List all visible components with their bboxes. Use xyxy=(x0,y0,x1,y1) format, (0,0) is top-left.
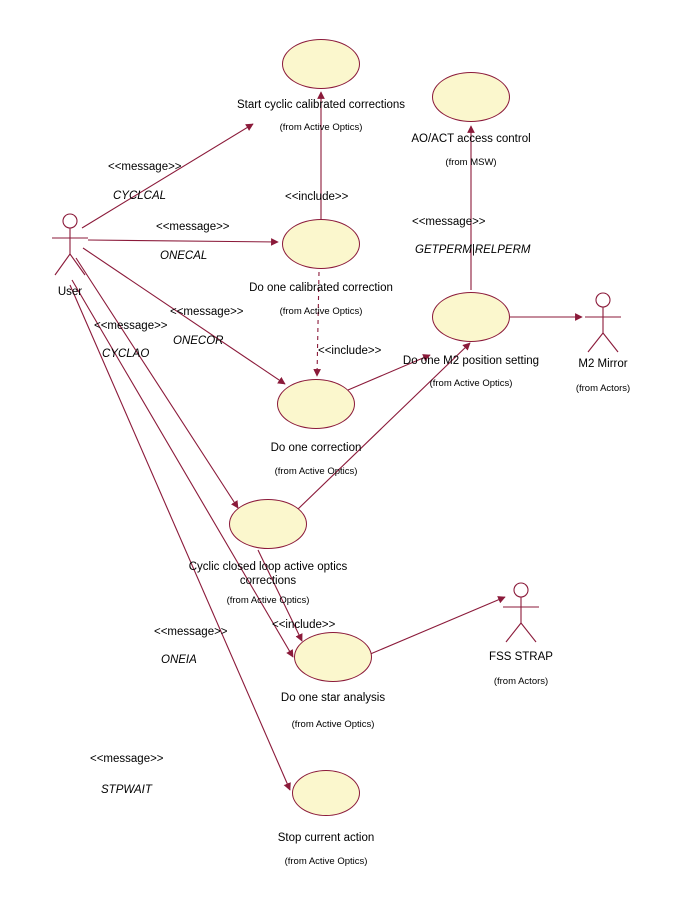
usecase-aoact-access-control[interactable] xyxy=(432,72,510,122)
usecase-label-stop-current: Stop current action xyxy=(277,832,375,844)
usecase-from-do-one-star: (from Active Optics) xyxy=(291,719,375,730)
actor-label-m2-mirror: M2 Mirror xyxy=(578,358,628,370)
usecase-from-do-one-calibrated: (from Active Optics) xyxy=(279,306,363,317)
actor-m2-mirror-figure xyxy=(585,293,621,352)
edge-stereotype-include-do-one-star: <<include>> xyxy=(272,619,336,631)
edge-stereotype-onecor: <<message>> xyxy=(170,306,244,318)
actor-label-user: User xyxy=(57,286,83,298)
edge-message-cyclao: CYCLAO xyxy=(102,348,150,360)
actor-sublabel-m2-mirror: (from Actors) xyxy=(575,383,631,394)
usecase-do-one-m2-position-setting[interactable] xyxy=(432,292,510,342)
edge-stereotype-include-do-one-correction: <<include>> xyxy=(318,345,382,357)
usecase-from-stop-current: (from Active Optics) xyxy=(284,856,368,867)
edge-do-one-star-fss xyxy=(368,597,505,655)
edge-stereotype-include-start-cyclic: <<include>> xyxy=(285,191,349,203)
edge-stereotype-oneia: <<message>> xyxy=(154,626,228,638)
usecase-label-do-one-m2: Do one M2 position setting xyxy=(402,355,540,367)
edge-message-oneia: ONEIA xyxy=(161,654,197,666)
usecase-start-cyclic-calibrated-corrections[interactable] xyxy=(282,39,360,89)
edge-message-cyclcal: CYCLCAL xyxy=(113,190,167,202)
edge-stereotype-cyclao: <<message>> xyxy=(94,320,168,332)
actor-user-figure xyxy=(52,214,88,275)
edge-stereotype-stpwait: <<message>> xyxy=(90,753,164,765)
usecase-from-do-one-correction: (from Active Optics) xyxy=(274,466,358,477)
usecase-stop-current-action[interactable] xyxy=(292,770,360,816)
edge-user-start-cyclic xyxy=(82,124,253,228)
edge-user-do-one-calibrated xyxy=(88,240,278,242)
usecase-from-aoact: (from MSW) xyxy=(445,157,497,168)
usecase-label-aoact: AO/ACT access control xyxy=(411,133,531,145)
actor-sublabel-fss-strap: (from Actors) xyxy=(493,676,549,687)
usecase-from-cyclic-closed-loop: (from Active Optics) xyxy=(226,595,310,606)
usecase-from-start-cyclic: (from Active Optics) xyxy=(279,122,363,133)
edge-stereotype-getperm: <<message>> xyxy=(412,216,486,228)
usecase-from-do-one-m2: (from Active Optics) xyxy=(429,378,513,389)
edge-message-getperm: GETPERM|RELPERM xyxy=(415,244,531,256)
edge-message-onecor: ONECOR xyxy=(173,335,224,347)
usecase-do-one-star-analysis[interactable] xyxy=(294,632,372,682)
edge-message-onecal: ONECAL xyxy=(160,250,208,262)
usecase-label-do-one-star: Do one star analysis xyxy=(280,692,386,704)
actor-fss-strap-figure xyxy=(503,583,539,642)
usecase-label-cyclic-closed-loop: Cyclic closed loop active optics corrections xyxy=(188,561,348,587)
usecase-cyclic-closed-loop[interactable] xyxy=(229,499,307,549)
usecase-label-do-one-correction: Do one correction xyxy=(270,442,362,454)
usecase-label-start-cyclic: Start cyclic calibrated corrections xyxy=(236,99,406,111)
usecase-label-do-one-calibrated: Do one calibrated correction xyxy=(249,282,393,294)
edge-stereotype-onecal: <<message>> xyxy=(156,221,230,233)
actor-label-fss-strap: FSS STRAP xyxy=(489,651,553,663)
usecase-do-one-correction[interactable] xyxy=(277,379,355,429)
usecase-do-one-calibrated-correction[interactable] xyxy=(282,219,360,269)
edge-stereotype-cyclcal: <<message>> xyxy=(108,161,182,173)
edge-message-stpwait: STPWAIT xyxy=(101,784,152,796)
